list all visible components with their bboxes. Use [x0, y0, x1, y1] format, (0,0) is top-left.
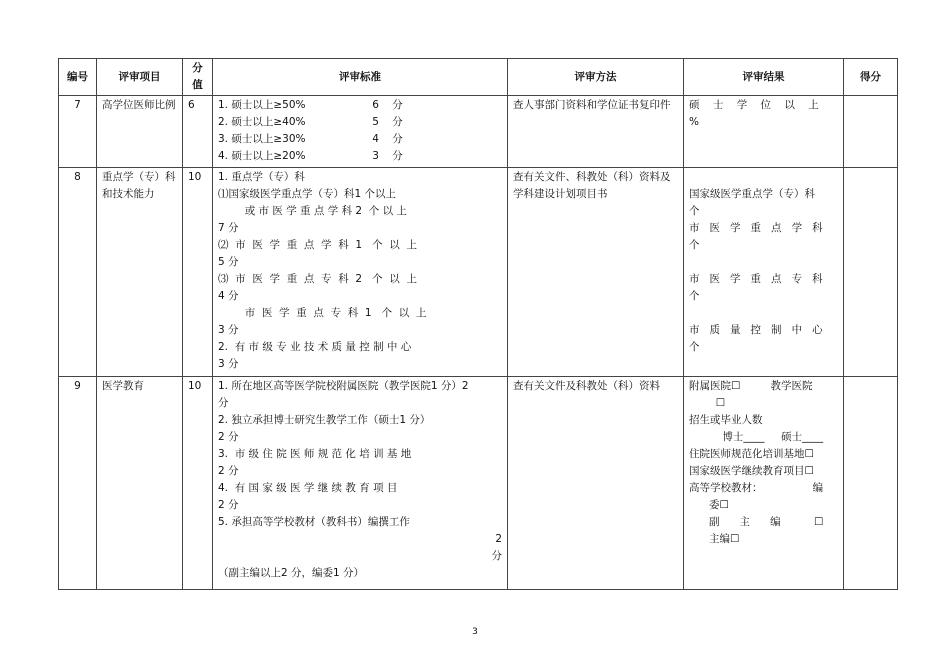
row-result: [684, 96, 844, 168]
standard-line: 3. 市 级 住 院 医 师 规 范 化 培 训 基 地: [218, 448, 412, 460]
standard-line: 3. 硕士以上≥30% 4 分: [218, 133, 403, 145]
row-method: 查有关文件及科教处（科）资料: [508, 377, 684, 590]
standard-line: 2. 独立承担博士研究生教学工作（硕士1 分）: [218, 414, 431, 426]
header-points: 得分: [844, 59, 898, 96]
header-method: 评审方法: [508, 59, 684, 96]
result-line: 国家级医学继续教育项目☐: [689, 465, 814, 477]
row-method: 查人事部门资料和学位证书复印件: [508, 96, 684, 168]
row-item: 重点学（专）科和技术能力: [97, 168, 183, 377]
result-line: 住院医师规范化培训基地☐: [689, 448, 814, 460]
row-item: 高学位医师比例: [97, 96, 183, 168]
row-score: 10: [183, 377, 213, 590]
result-line: 博士____ 硕士____: [689, 431, 824, 443]
standard-line: 4. 有 国 家 级 医 学 继 续 教 育 项 目: [218, 482, 398, 494]
standard-line: 2. 有 市 级 专 业 技 术 质 量 控 制 中 心: [218, 341, 412, 353]
row-id: 9: [59, 377, 97, 590]
standard-line: 2 分: [218, 431, 239, 443]
table-row: [59, 168, 898, 377]
standard-line: 2. 硕士以上≥40% 5 分: [218, 116, 403, 128]
row-id: 8: [59, 168, 97, 377]
evaluation-table: [58, 58, 898, 590]
row-item: 医学教育: [97, 377, 183, 590]
result-line: 市 医 学 重 点 学 科: [689, 222, 823, 234]
result-line: ☐: [689, 397, 726, 409]
result-line: 副 主 编 ☐: [689, 516, 824, 528]
standard-line: ⑵ 市 医 学 重 点 学 科 1 个 以 上: [218, 239, 417, 251]
result-line: 个: [689, 341, 700, 353]
header-standard: 评审标准: [213, 59, 508, 96]
result-line: 国家级医学重点学（专）科: [689, 188, 815, 200]
result-line: 附属医院☐ 教学医院: [689, 380, 813, 392]
standard-line: 或 市 医 学 重 点 学 科 2 个 以 上: [218, 205, 407, 217]
standard-line: 5 分: [218, 256, 239, 268]
result-line: %: [689, 116, 699, 128]
header-item: 评审项目: [97, 59, 183, 96]
result-line: [689, 254, 838, 271]
header-row: [59, 59, 898, 96]
standard-line: ⑴国家级医学重点学（专）科1 个以上: [218, 188, 397, 200]
header-id: 编号: [59, 59, 97, 96]
standard-line: 1. 硕士以上≥50% 6 分: [218, 99, 403, 111]
row-standard: [213, 377, 508, 590]
result-line: 市 质 量 控 制 中 心: [689, 324, 823, 336]
row-result: [684, 168, 844, 377]
row-points[interactable]: [844, 377, 898, 590]
result-line: [689, 305, 838, 322]
result-line: [689, 169, 838, 186]
result-line: 硕 士 学 位 以 上: [689, 99, 819, 111]
standard-line: 3 分: [218, 324, 239, 336]
standard-line: ⑶ 市 医 学 重 点 专 科 2 个 以 上: [218, 273, 417, 285]
result-line: 主编☐: [689, 533, 740, 545]
row-id: 7: [59, 96, 97, 168]
standard-line: 1. 所在地区高等医学院校附属医院（教学医院1 分）2: [218, 380, 469, 392]
result-line: 招生或毕业人数: [689, 414, 763, 426]
standard-line: 7 分: [218, 222, 239, 234]
row-points[interactable]: [844, 168, 898, 377]
result-line: 委☐: [689, 499, 729, 511]
standard-line: 2 分: [218, 465, 239, 477]
result-line: 高等学校教材： 编: [689, 482, 824, 494]
standard-line: 2: [495, 533, 502, 545]
header-score: 分值: [183, 59, 213, 96]
header-result: 评审结果: [684, 59, 844, 96]
table-row: [59, 96, 898, 168]
result-line: 市 医 学 重 点 专 科: [689, 273, 823, 285]
standard-line: 4. 硕士以上≥20% 3 分: [218, 150, 403, 162]
row-result: [684, 377, 844, 590]
row-points[interactable]: [844, 96, 898, 168]
standard-line: 1. 重点学（专）科: [218, 171, 305, 183]
row-score: 6: [183, 96, 213, 168]
row-method: 查有关文件、科教处（科）资料及学科建设计划项目书: [508, 168, 684, 377]
standard-line: 市 医 学 重 点 专 科 1 个 以 上: [218, 307, 427, 319]
standard-line: 分: [218, 397, 229, 409]
standard-line: 4 分: [218, 290, 239, 302]
standard-line: 3 分: [218, 358, 239, 370]
row-standard: [213, 168, 508, 377]
row-standard: [213, 96, 508, 168]
standard-line: （副主编以上2 分，编委1 分）: [218, 567, 365, 579]
row-score: 10: [183, 168, 213, 377]
result-line: 个: [689, 205, 700, 217]
table-row: [59, 377, 898, 590]
standard-line: 2 分: [218, 499, 239, 511]
standard-line: 分: [491, 550, 502, 562]
result-line: 个: [689, 239, 700, 251]
standard-line: 5. 承担高等学校教材（教科书）编撰工作: [218, 516, 410, 528]
page-number: 3: [472, 627, 478, 637]
result-line: 个: [689, 290, 700, 302]
